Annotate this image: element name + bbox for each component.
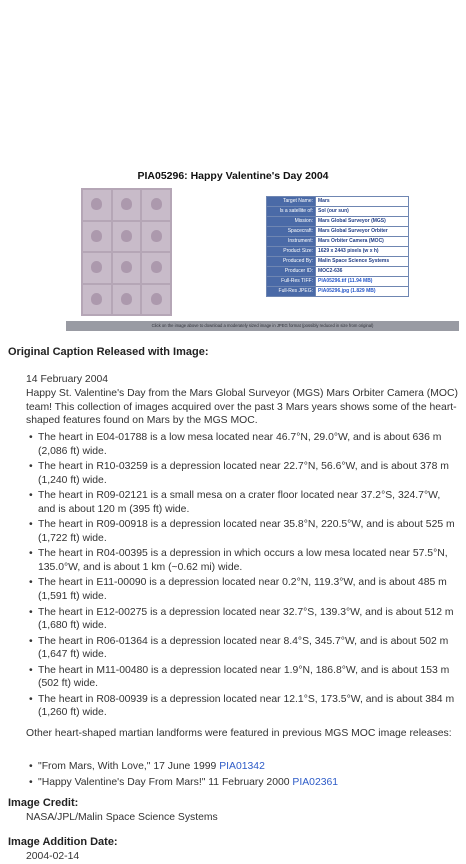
list-item: • The heart in R09-02121 is a small mesa on a crater floor located near 37.2°S, 324.7°W, and is about 120 m (395 ft) wide.	[26, 489, 458, 516]
info-value[interactable]: Mars Global Surveyor (MGS)	[316, 217, 408, 226]
image-tile	[83, 190, 111, 220]
previous-releases-list	[26, 760, 458, 791]
info-value: 1629 x 2443 pixels (w x h)	[316, 247, 408, 256]
image-tile	[142, 222, 170, 252]
list-item: • The heart in E11-00090 is a depression located near 0.2°N, 119.3°W, and is about 485 m (1,591 ft) wide.	[26, 576, 458, 603]
image-info-table	[266, 196, 409, 297]
credit-value: NASA/JPL/Malin Space Science Systems	[26, 812, 218, 823]
list-item: • The heart in R06-01364 is a depression located near 8.4°S, 345.7°W, and is about 502 m (1,647 ft) wide.	[26, 635, 458, 662]
info-key: Full-Res JPEG:	[267, 287, 315, 296]
release-title: "From Mars, With Love," 17 June 1999	[38, 761, 220, 772]
info-key: Product Size:	[267, 247, 315, 256]
info-key: Is a satellite of:	[267, 207, 315, 216]
image-thumbnail[interactable]	[81, 188, 172, 316]
info-value[interactable]: Mars	[316, 197, 408, 206]
image-tile	[113, 285, 141, 315]
hearts-list	[26, 431, 458, 722]
page-title: PIA05296: Happy Valentine's Day 2004	[137, 170, 329, 182]
info-row	[267, 217, 408, 226]
image-tile	[113, 253, 141, 283]
image-tile	[142, 190, 170, 220]
image-tile	[142, 285, 170, 315]
image-tile	[83, 285, 111, 315]
download-hint-bar: Click on the image above to download a moderately sized image in JPEG format (possibly reduced in size from original)	[66, 321, 459, 331]
info-key: Producer ID:	[267, 267, 315, 276]
caption-date: 14 February 2004	[26, 374, 109, 385]
info-row	[267, 257, 408, 266]
list-item: • The heart in E12-00275 is a depression located near 32.7°S, 139.3°W, and is about 512 m (1,680 ft) wide.	[26, 606, 458, 633]
info-key: Full-Res TIFF:	[267, 277, 315, 286]
info-value[interactable]: Sol (our sun)	[316, 207, 408, 216]
pia01342-link[interactable]: PIA01342	[219, 761, 265, 772]
list-item: • The heart in R10-03259 is a depression located near 22.7°N, 56.6°W, and is about 378 m (1,240 ft) wide.	[26, 460, 458, 487]
jpeg-download-link[interactable]: PIA05296.jpg (1.829 MB)	[316, 287, 408, 296]
image-tile	[142, 253, 170, 283]
info-key: Target Name:	[267, 197, 315, 206]
release-title: "Happy Valentine's Day From Mars!" 11 February 2000	[38, 776, 293, 788]
info-row	[267, 237, 408, 246]
info-key: Mission:	[267, 217, 315, 226]
image-tile	[113, 190, 141, 220]
addition-date-heading: Image Addition Date:	[8, 836, 118, 848]
info-key: Spacecraft:	[267, 227, 315, 236]
image-tile	[113, 222, 141, 252]
list-item	[26, 776, 458, 790]
info-row	[267, 207, 408, 216]
list-item: • The heart in R04-00395 is a depression in which occurs a low mesa located near 57.5°N, 135.0°W, and is about 1 km (~0.62 mi) wide.	[26, 547, 458, 574]
pia02361-link[interactable]: PIA02361	[292, 776, 339, 788]
info-key: Produced By:	[267, 257, 315, 266]
info-value[interactable]: Mars Global Surveyor Orbiter	[316, 227, 408, 236]
info-value[interactable]: Mars Orbiter Camera (MOC)	[316, 237, 408, 246]
list-item: • The heart in R08-00939 is a depression located near 12.1°S, 173.5°W, and is about 384 m (1,260 ft) wide.	[26, 693, 458, 720]
list-item	[26, 760, 458, 774]
caption-intro: Happy St. Valentine's Day from the Mars Global Surveyor (MGS) Mars Orbiter Camera (MOC) team! This collection of images acquired over the past 3 Mars years shows some of the heart-shaped features found on Mars by the MGS MOC.	[26, 388, 458, 426]
addition-date-value: 2004-02-14	[26, 851, 80, 862]
tiff-download-link[interactable]: PIA05296.tif (11.94 MB)	[316, 277, 408, 286]
other-releases-text: Other heart-shaped martian landforms were featured in previous MGS MOC image releases:	[26, 728, 452, 739]
info-row	[267, 267, 408, 276]
info-row	[267, 277, 408, 286]
image-tile	[83, 222, 111, 252]
list-item: • The heart in R09-00918 is a depression located near 35.8°N, 220.5°W, and is about 525 m (1,722 ft) wide.	[26, 518, 458, 545]
image-tile	[83, 253, 111, 283]
info-row	[267, 287, 408, 296]
info-value: MOC2-636	[316, 267, 408, 276]
info-row	[267, 247, 408, 256]
list-item: • The heart in M11-00480 is a depression located near 1.9°N, 186.8°W, and is about 153 m (502 ft) wide.	[26, 664, 458, 691]
info-row	[267, 227, 408, 236]
info-value[interactable]: Malin Space Science Systems	[316, 257, 408, 266]
caption-heading: Original Caption Released with Image:	[8, 346, 209, 358]
info-key: Instrument:	[267, 237, 315, 246]
info-row	[267, 197, 408, 206]
credit-heading: Image Credit:	[8, 797, 79, 809]
list-item: • The heart in E04-01788 is a low mesa located near 46.7°N, 29.0°W, and is about 636 m (2,086 ft) wide.	[26, 431, 458, 458]
